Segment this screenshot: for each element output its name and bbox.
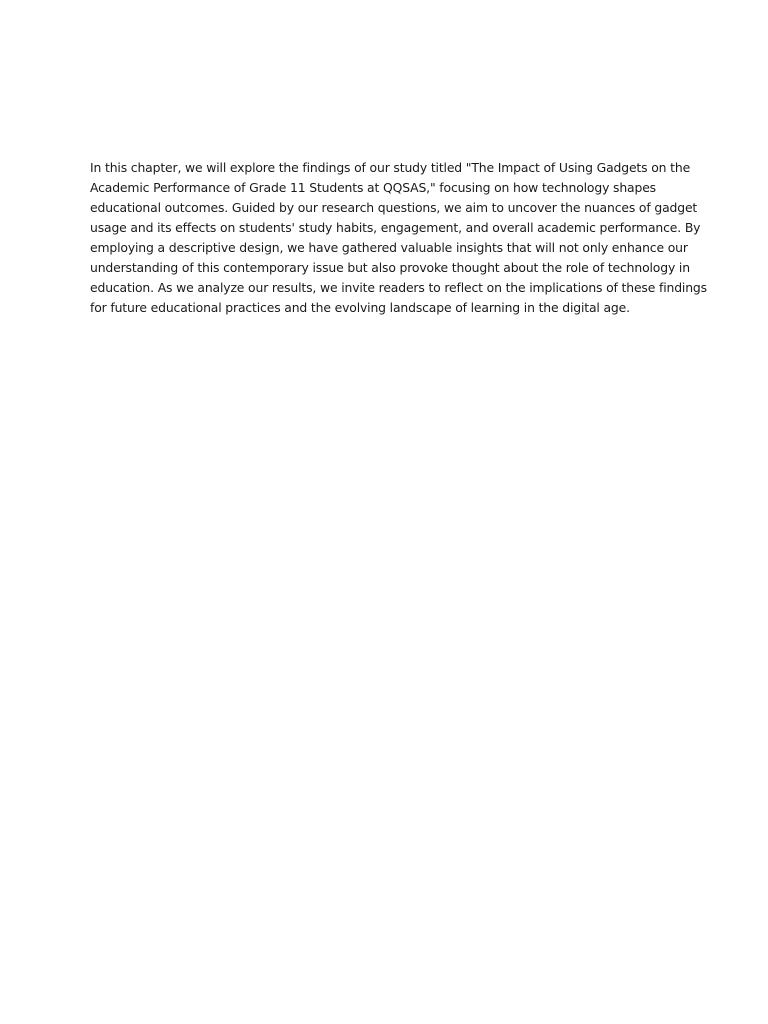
paragraph-line: employing a descriptive design, we have gathered valuable insights that will not only enhance our [90,240,688,255]
paragraph-line: Academic Performance of Grade 11 Students at QQSAS," focusing on how technology shapes [90,180,656,195]
paragraph-line: usage and its effects on students' study habits, engagement, and overall academic performance. By [90,220,701,235]
intro-paragraph [90,158,707,318]
paragraph-line: In this chapter, we will explore the findings of our study titled "The Impact of Using Gadgets on the [90,160,691,175]
paragraph-line: for future educational practices and the evolving landscape of learning in the digital age. [90,300,630,315]
paragraph-line: understanding of this contemporary issue but also provoke thought about the role of technology in [90,260,690,275]
paragraph-line: educational outcomes. Guided by our research questions, we aim to uncover the nuances of gadget [90,200,698,215]
paragraph-line: education. As we analyze our results, we invite readers to reflect on the implications of these findings [90,280,707,295]
